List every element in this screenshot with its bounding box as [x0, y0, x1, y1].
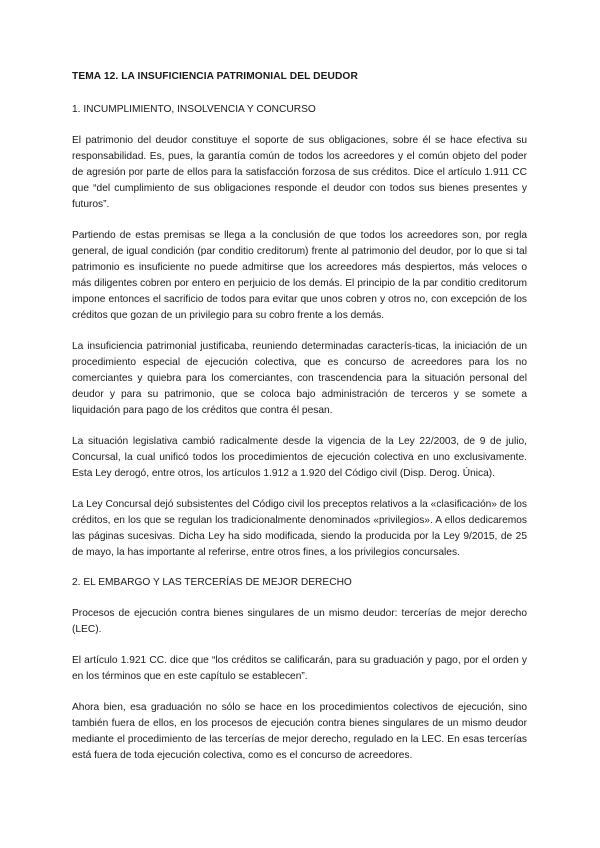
document-title: TEMA 12. LA INSUFICIENCIA PATRIMONIAL DEL DEUDOR [72, 71, 358, 82]
section-heading-1: 1. INCUMPLIMIENTO, INSOLVENCIA Y CONCURSO [72, 104, 316, 115]
paragraph: Ahora bien, esa graduación no sólo se hace en los procedimientos colectivos de ejecución, sino también fuera de ellos, en los procesos de ejecución contra bienes singulares de un mismo deudor mediante el procedimiento de las tercerías de mejor derecho, regulado en la LEC. En esas tercerías está fuera de toda ejecución colectiva, como es el concurso de acreedores. [72, 702, 527, 761]
paragraph: El artículo 1.921 CC. dice que “los créditos se calificarán, para su graduación y pago, por el orden y en los términos que en este capítulo se establecen”. [72, 655, 527, 682]
paragraph: Procesos de ejecución contra bienes singulares de un mismo deudor: tercerías de mejor derecho (LEC). [72, 608, 527, 635]
paragraph: Partiendo de estas premisas se llega a la conclusión de que todos los acreedores son, por regla general, de igual condición (par conditio creditorum) frente al patrimonio del deudor, por lo que si tal patrimonio es insuficiente no puede admitirse que los acreedores más despiertos, más veloces o más diligentes cobren por entero en perjuicio de los demás. El principio de la par conditio creditorum impone entonces el sacrificio de todos para evitar que unos cobren y otros no, con excepción de los créditos que gozan de un privilegio para su cobro frente a los demás. [72, 230, 527, 321]
paragraph: La situación legislativa cambió radicalmente desde la vigencia de la Ley 22/2003, de 9 de julio, Concursal, la cual unificó todos los procedimientos de ejecución colectiva en uno exclusivamente. Esta Ley derogó, entre otros, los artículos 1.912 a 1.920 del Código civil (Disp. Derog. Única). [72, 436, 527, 479]
paragraph: La insuficiencia patrimonial justificaba, reuniendo determinadas caracterís-ticas, la iniciación de un procedimiento especial de ejecución colectiva, que es concurso de acreedores para los no comerciantes y quiebra para los comerciantes, con trascendencia para la situación personal del deudor y para su patrimonio, que se coloca bajo administración de terceros y se somete a liquidación para pago de los créditos que contra él pesan. [72, 341, 527, 416]
paragraph: La Ley Concursal dejó subsistentes del Código civil los preceptos relativos a la «clasificación» de los créditos, en los que se regulan los tradicionalmente denominados «privilegios». A ellos dedicaremos las páginas sucesivas. Dicha Ley ha sido modificada, siendo la producida por la Ley 9/2015, de 25 de mayo, la has importante al referirse, entre otros fines, a los privilegios concursales. [72, 499, 527, 558]
document-body [72, 70, 527, 779]
section-heading-2: 2. EL EMBARGO Y LAS TERCERÍAS DE MEJOR DERECHO [72, 577, 352, 588]
paragraph: El patrimonio del deudor constituye el soporte de sus obligaciones, sobre él se hace efectiva su responsabilidad. Es, pues, la garantía común de todos los acreedores y el común objeto del poder de agresión por parte de ellos para la satisfacción forzosa de sus créditos. Dice el artículo 1.911 CC que “del cumplimiento de sus obligaciones responde el deudor con todos sus bienes presentes y futuros”. [72, 135, 527, 210]
